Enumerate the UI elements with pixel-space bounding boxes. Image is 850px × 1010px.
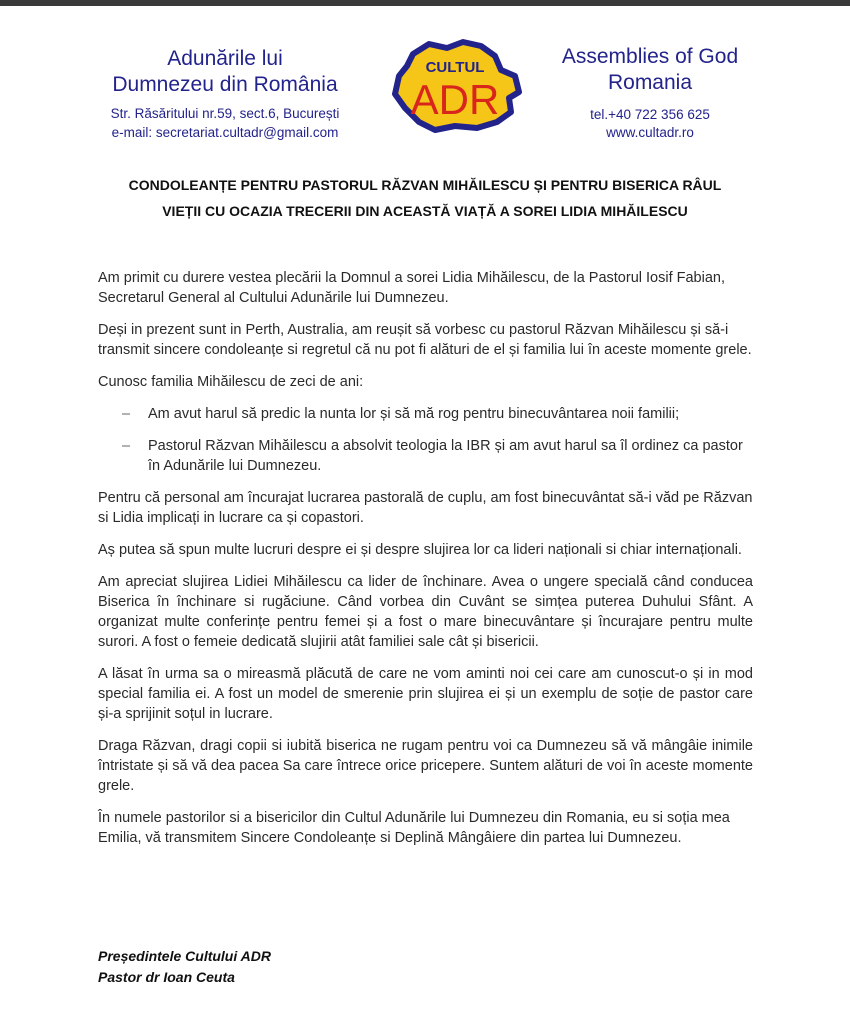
adr-logo — [385, 36, 525, 136]
paragraph-2: Deși in prezent sunt in Perth, Australia, am reușit să vorbesc cu pastorul Răzvan Mihăilescu și să-i transmit sincere condoleanțe si regretul că nu pot fi alături de el și familia lui în aceste momente grele. — [98, 322, 752, 358]
list-item — [98, 436, 753, 476]
logo-main-text: ADR — [410, 76, 500, 123]
org-address: Str. Răsăritului nr.59, sect.6, București — [110, 106, 340, 121]
bullet-list — [98, 404, 753, 476]
paragraph-3: Cunosc familia Mihăilescu de zeci de ani: — [98, 374, 364, 390]
title-line1: CONDOLEANȚE PENTRU PASTORUL RĂZVAN MIHĂILESCU ȘI PENTRU BISERICA RÂUL — [128, 177, 722, 193]
letter-body — [98, 268, 753, 860]
paragraph-5: Aș putea să spun multe lucruri despre ei și despre slujirea lor ca lideri naționali si chiar internaționali. — [98, 542, 742, 558]
signature-title: Președintele Cultului ADR — [98, 948, 271, 964]
org-email: e-mail: secretariat.cultadr@gmail.com — [111, 125, 339, 140]
paragraph-6: Am apreciat slujirea Lidiei Mihăilescu ca lider de închinare. Avea o ungere specială când conducea Biserica în închinare si rugăciune. Când vorbea din Cuvânt se simțea puterea Duhului Sfânt. A organizat multe conferințe pentru femei și a fost o mare binecuvântare și încurajare pentru multe surori. A fost o femeie dedicată slujirii atât familiei sale cât și bisericii. — [98, 574, 753, 650]
logo-top-text: CULTUL — [425, 59, 485, 76]
org-website[interactable]: www.cultadr.ro — [606, 125, 694, 140]
signature-name: Pastor dr Ioan Ceuta — [98, 969, 235, 985]
org-name-en-line2: Romania — [607, 71, 693, 94]
title-line2: VIEȚII CU OCAZIA TRECERII DIN ACEASTĂ VIAȚĂ A SOREI LIDIA MIHĂILESCU — [162, 203, 688, 219]
letterhead-left — [60, 46, 390, 140]
org-name-ro-line1: Adunările lui — [167, 47, 283, 70]
paragraph-8: Draga Răzvan, dragi copii si iubită biserica ne rugam pentru voi ca Dumnezeu să vă mângâie inimile întristate și să vă dea pacea Sa care întrece orice pricepere. Suntem alături de voi în aceste momente grele. — [98, 738, 753, 794]
paragraph-9: În numele pastorilor si a bisericilor din Cultul Adunările lui Dumnezeu din Romania, eu si soția mea Emilia, vă transmitem Sincere Condoleanțe si Deplină Mângâiere din partea lui Dumnezeu. — [98, 810, 730, 846]
list-item — [98, 404, 753, 424]
org-name-en-line1: Assemblies of God — [561, 45, 739, 68]
list-item-text: Am avut harul să predic la nunta lor și să mă rog pentru binecuvântarea noii familii; — [148, 406, 680, 422]
dash-bullet-icon: – — [122, 438, 131, 454]
dash-bullet-icon: – — [122, 406, 131, 422]
letterhead-right — [535, 44, 765, 140]
paragraph-7: A lăsat în urma sa o mireasmă plăcută de care ne vom aminti noi cei care am cunoscut-o și in mod special familia ei. A fost un model de smerenie prin slujirea ei și un exemplu de soție de pastor care și-a sprijinit soțul in lucrare. — [98, 666, 753, 722]
org-phone: tel.+40 722 356 625 — [590, 107, 710, 122]
signature-block — [98, 946, 271, 988]
paragraph-1: Am primit cu durere vestea plecării la Domnul a sorei Lidia Mihăilescu, de la Pastorul Iosif Fabian, Secretarul General al Cultului Adunările lui Dumnezeu. — [98, 270, 726, 306]
list-item-text: Pastorul Răzvan Mihăilescu a absolvit teologia la IBR și am avut harul sa îl ordinez ca pastor în Adunările lui Dumnezeu. — [148, 438, 743, 474]
paragraph-4: Pentru că personal am încurajat lucrarea pastorală de cuplu, am fost binecuvântat să-i văd pe Răzvan si Lidia implicați in lucrare ca și copastori. — [98, 490, 753, 526]
org-name-ro-line2: Dumnezeu din România — [112, 73, 338, 96]
letterhead — [0, 6, 850, 156]
document-title — [60, 172, 790, 224]
